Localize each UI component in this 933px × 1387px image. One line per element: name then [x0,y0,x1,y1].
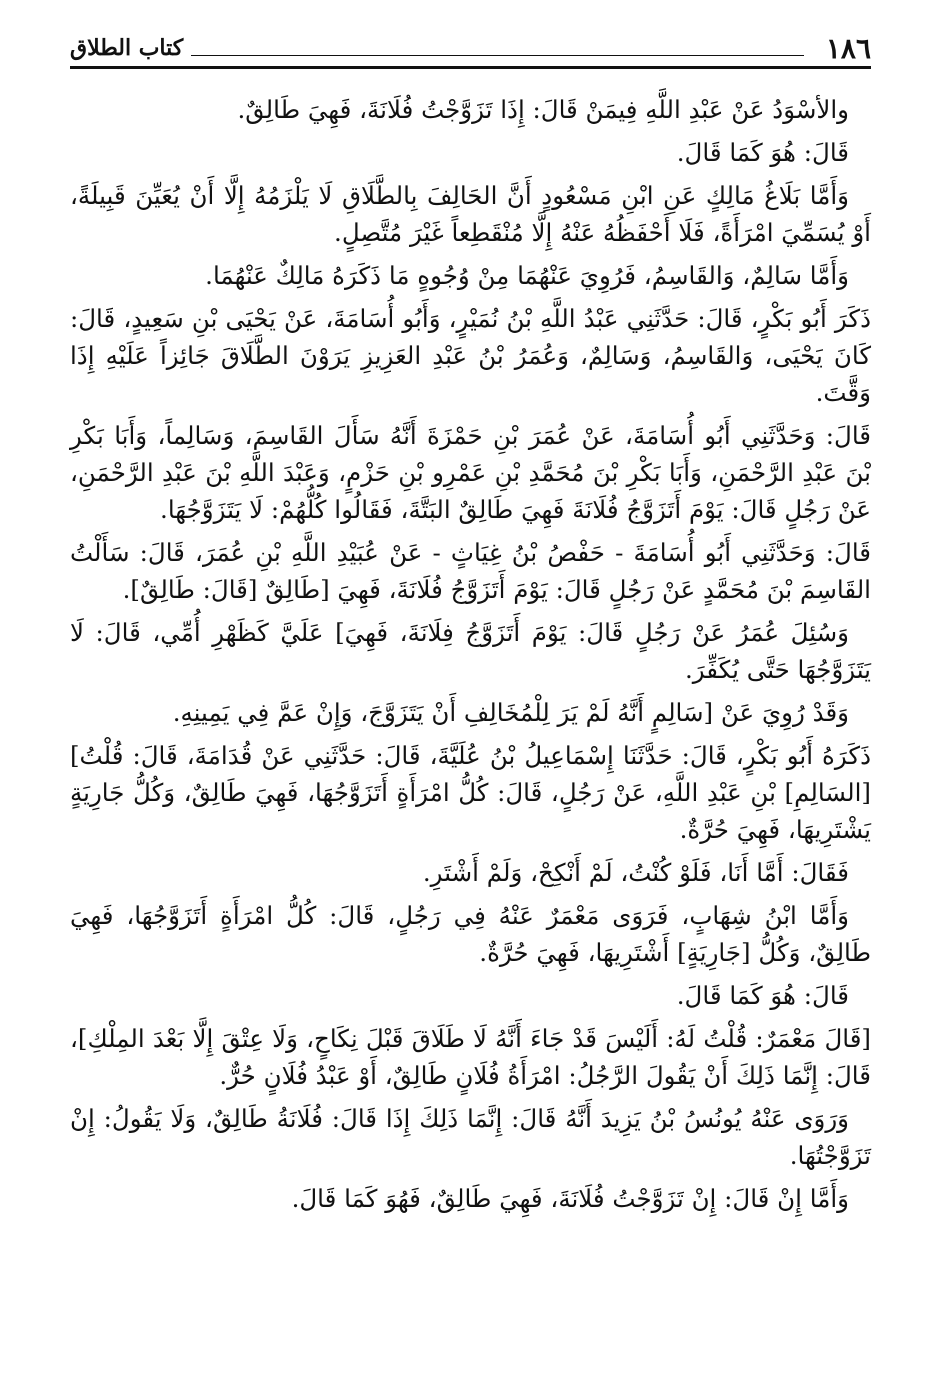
page-number: ١٨٦ [825,31,871,65]
paragraph: وَقَدْ رُوِيَ عَنْ [سَالِمٍ أَنَّهُ لَمْ يَرَ لِلْمُخَالِفِ أَنْ يَتَزَوَّجَ، وَإِنْ عَمَّ فِي يَمِينِهِ. [172,698,849,727]
paragraph: قَالَ: وَحَدَّثَنِي أَبُو أُسَامَةَ، عَنْ عُمَرَ بْنِ حَمْزَةَ أَنَّهُ سَأَلَ القَاسِمَ، وَسَالِماً، وَأَبَا بَكْرِ بْنَ عَبْدِ الرَّحْمَنِ، وَأَبَا بَكْرِ بْنَ مُحَمَّدِ بْنِ عَمْرِو بْنِ حَزْمٍ، وَعَبْدَ اللَّهِ بْنَ عَبْدِ الرَّحْمَنِ، عَنْ رَجُلٍ قَالَ: يَوْمَ أَتَزَوَّجُ فُلَانَةَ فَهِيَ طَالِقٌ البَتَّةَ، فَقَالُوا كُلُّهُمْ: لَا يَتَزَوَّجُهَا. [70,421,871,524]
paragraph: وَأَمَّا بَلَاغُ مَالِكٍ عَنِ ابْنِ مَسْعُودٍ أَنَّ الحَالِفَ بِالطَّلَاقِ لَا يَلْزَمُهُ إِلَّا أَنْ يُعَيِّنَ قَبِيلَةً، أَوْ يُسَمِّيَ امْرَأَةً، فَلَا أَحْفَظُهُ عَنْهُ إِلَّا مُنْقَطِعاً غَيْرَ مُتَّصِلٍ. [70,181,871,247]
paragraph: [قَالَ مَعْمَرٌ: قُلْتُ لَهُ: أَلَيْسَ قَدْ جَاءَ أَنَّهُ لَا طَلَاقَ قَبْلَ نِكَاحٍ، وَلَا عِتْقَ إِلَّا بَعْدَ المِلْكِ]، قَالَ: إِنَّمَا ذَلِكَ أَنْ يَقُولَ الرَّجُلُ: امْرَأَةُ فُلَانٍ طَالِقٌ، أَوْ عَبْدُ فُلَانٍ حُرٌّ. [70,1024,871,1090]
paragraph: وَرَوَى عَنْهُ يُونُسُ بْنُ يَزِيدَ أَنَّهُ قَالَ: إِنَّمَا ذَلِكَ إِذَا قَالَ: فُلَانَةُ طَالِقٌ، وَلَا يَقُولُ: إِنْ تَزَوَّجْتُهَا. [70,1104,871,1170]
paragraph: ذَكَرَ أَبُو بَكْرٍ، قَالَ: حَدَّثَنِي عَبْدُ اللَّهِ بْنُ نُمَيْرٍ، وَأَبُو أُسَامَةَ، عَنْ يَحْيَى بْنِ سَعِيدٍ، قَالَ: كَانَ يَحْيَى، وَالقَاسِمُ، وَسَالِمٌ، وَعُمَرُ بْنُ عَبْدِ العَزِيزِ يَرَوْنَ الطَّلَاقَ جَائِزاً عَلَيْهِ إِذَا وَقَّتَ. [70,304,871,407]
paragraph: وَأَمَّا إِنْ قَالَ: إِنْ تَزَوَّجْتُ فُلَانَةَ، فَهِيَ طَالِقٌ، فَهُوَ كَمَا قَالَ. [291,1184,849,1213]
paragraph: وَأَمَّا سَالِمٌ، وَالقَاسِمُ، فَرُوِيَ عَنْهُمَا مِنْ وُجُوهٍ مَا ذَكَرَهُ مَالِكٌ عَنْهُمَا. [205,261,849,290]
paragraph: ذَكَرَهُ أَبُو بَكْرٍ، قَالَ: حَدَّثَنَا إِسْمَاعِيلُ بْنُ عُلَيَّةَ، قَالَ: حَدَّثَنِي عَنْ قُدَامَةَ، قَالَ: قُلْتُ] [السَالِمِ] بْنِ عَبْدِ اللَّهِ، عَنْ رَجُلٍ، قَالَ: كُلُّ امْرَأَةٍ أَتَزَوَّجُهَا، فَهِيَ طَالِقٌ، وَكُلُّ جَارِيَةٍ يَشْتَرِيهَا، فَهِيَ حُرَّةٌ. [70,741,871,844]
paragraph: والأسْوَدُ عَنْ عَبْدِ اللَّهِ فِيمَنْ قَالَ: إِذَا تَزَوَّجْتُ فُلَانَةَ، فَهِيَ طَالِقٌ. [237,95,849,124]
header-rule [191,41,804,56]
paragraph: قَالَ: وَحَدَّثَنِي أَبُو أُسَامَةَ - حَفْصُ بْنُ غِيَاثٍ - عَنْ عُبَيْدِ اللَّهِ بْنِ عُمَرَ، قَالَ: سَأَلْتُ القَاسِمَ بْنَ مُحَمَّدٍ عَنْ رَجُلٍ قَالَ: يَوْمَ أَتَزَوَّجُ فُلَانَةَ، فَهِيَ [طَالِقٌ [قَالَ: طَالِقٌ]. [70,538,871,604]
running-title: كتاب الطلاق [70,35,184,61]
page-body [70,91,871,1217]
paragraph: فَقَالَ: أَمَّا أَنَا، فَلَوْ كُنْتُ، لَمْ أَنْكِحْ، وَلَمْ أَشْتَرِ. [422,858,849,887]
paragraph: قَالَ: هُوَ كَمَا قَالَ. [676,138,849,167]
paragraph: قَالَ: هُوَ كَمَا قَالَ. [676,981,849,1010]
paragraph: وَأَمَّا ابْنُ شِهَابٍ، فَرَوَى مَعْمَرٌ عَنْهُ فِي رَجُلٍ، قَالَ: كُلُّ امْرَأَةٍ أَتَزَوَّجُهَا، فَهِيَ طَالِقٌ، وَكُلُّ [جَارِيَةٍ] أَشْتَرِيهَا، فَهِيَ حُرَّةٌ. [70,901,871,967]
page-header [70,30,871,69]
paragraph: وَسُئِلَ عُمَرُ عَنْ رَجُلٍ قَالَ: يَوْمَ أَتَزَوَّجُ فِلَانَةَ، فَهِيَ] عَلَيَّ كَظَهْرِ أُمِّي، قَالَ: لَا يَتَزَوَّجُهَا حَتَّى يُكَفِّرَ. [70,618,871,684]
